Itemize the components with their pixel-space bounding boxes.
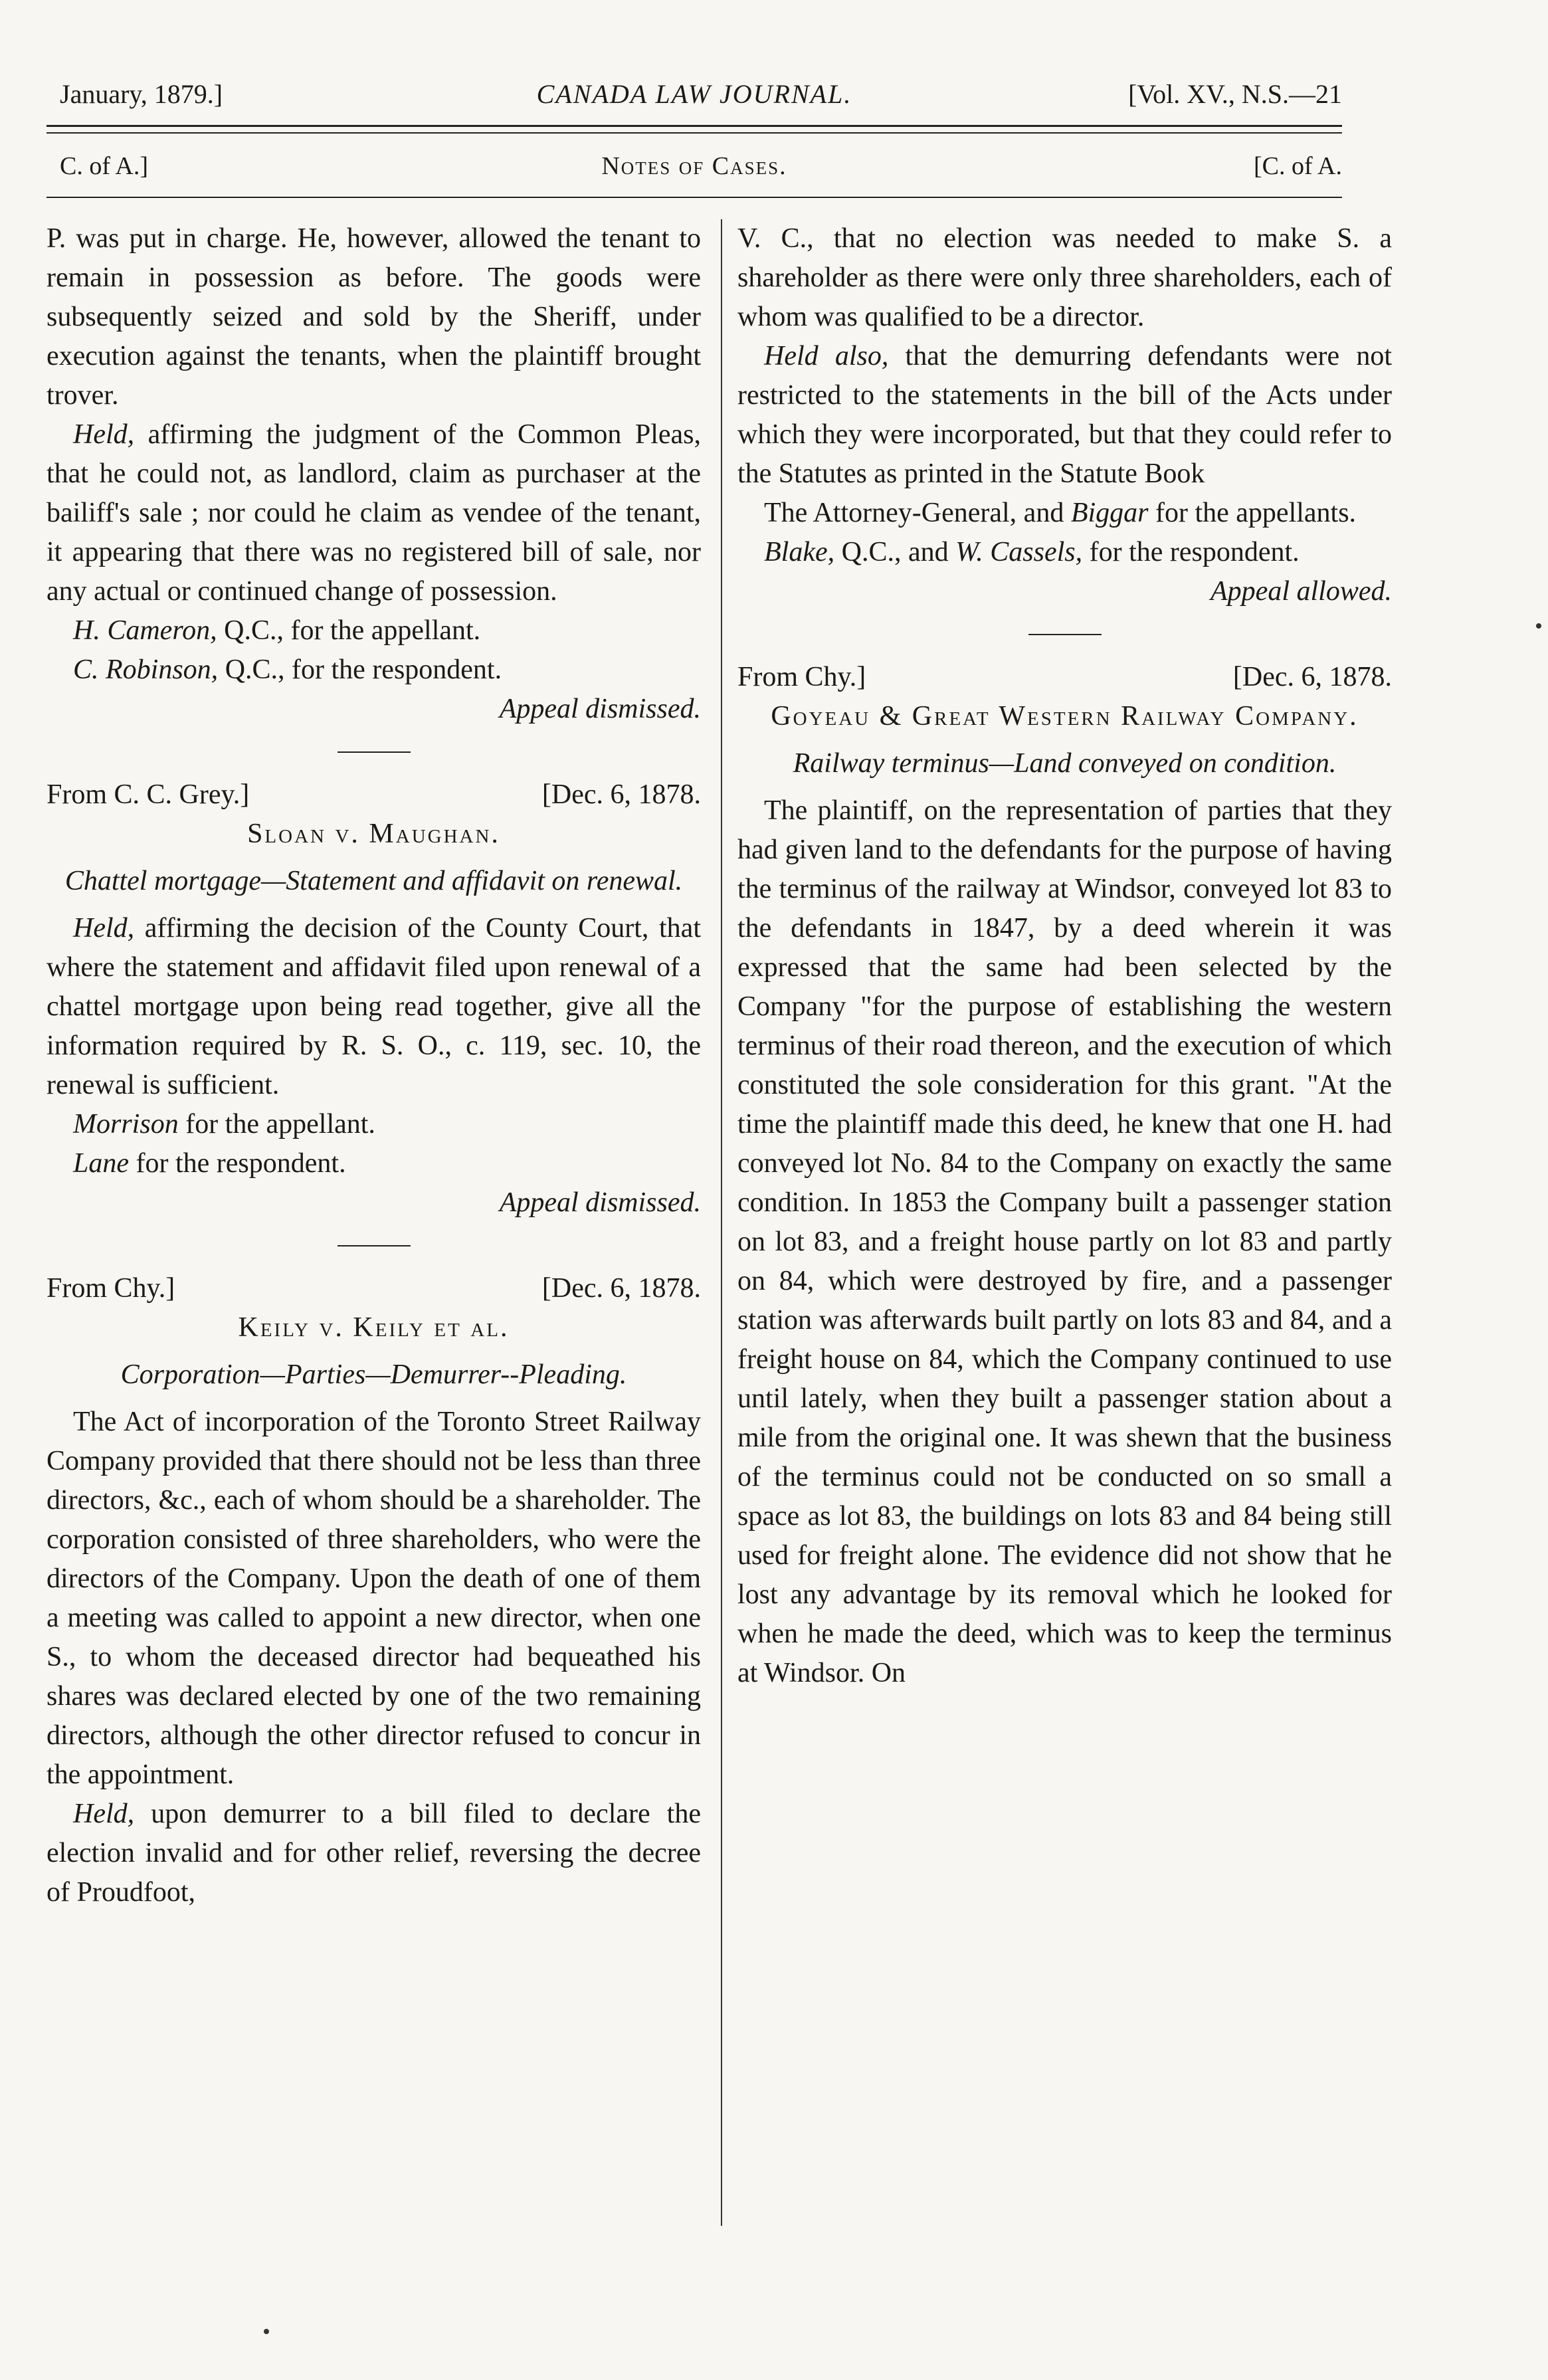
section-title: Notes of Cases. xyxy=(601,152,787,180)
header-double-rule xyxy=(47,125,1342,134)
disposition: Appeal dismissed. xyxy=(499,694,701,724)
paragraph: P. was put in charge. He, however, allowed the tenant to remain in possession as before. The goods were subsequently seized and sold by the Sheriff, under execution against the tenants, when the plaintiff brought trover. xyxy=(47,223,701,411)
paragraph: Held, affirming the judgment of the Common Pleas, that he could not, as landlord, claim as purchaser at the bailiff's sale ; nor could he claim as vendee of the tenant, it appearing that there was no registered bill of sale, nor any actual or continued change of possession. xyxy=(47,419,701,607)
court-line xyxy=(47,775,701,815)
decision-date: [Dec. 6, 1878. xyxy=(541,779,701,810)
decision-date: [Dec. 6, 1878. xyxy=(541,1273,701,1304)
right-column xyxy=(737,219,1392,1693)
case-title: Goyeau & Great Western Railway Company. xyxy=(771,701,1359,732)
counsel-line: Morrison for the appellant. xyxy=(73,1109,375,1140)
left-column xyxy=(47,219,701,1912)
case-separator xyxy=(338,1245,411,1246)
paragraph: Held, affirming the decision of the County Court, that where the statement and affidavit filed upon renewal of a chattel mortgage upon being read together, give all the information required by R. S. O., c. 119, sec. 10, the renewal is sufficient. xyxy=(47,913,701,1100)
disposition: Appeal dismissed. xyxy=(499,1187,701,1218)
court-line xyxy=(47,1269,701,1308)
paragraph: Held also, that the demurring defendants were not restricted to the statements in the bill of the Acts under which they were incorporated, but that they could refer to the Statutes as printed in the Statute Book xyxy=(737,341,1393,489)
column-divider xyxy=(721,219,722,2226)
headnote: Chattel mortgage—Statement and affidavit on renewal. xyxy=(64,866,683,896)
decision-date: [Dec. 6, 1878. xyxy=(1232,662,1392,692)
volume-page: [Vol. XV., N.S.—21 xyxy=(1128,79,1342,109)
counsel-line: C. Robinson, Q.C., for the respondent. xyxy=(73,654,502,685)
headnote: Corporation—Parties—Demurrer--Pleading. xyxy=(120,1359,627,1390)
paragraph: Held, upon demurrer to a bill filed to declare the election invalid and for other relief, reversing the decree of Proudfoot, xyxy=(47,1799,701,1908)
paragraph: The plaintiff, on the representation of parties that they had given land to the defendants for the purpose of having the terminus of the railway at Windsor, conveyed lot 83 to the defendants in 1847, by a deed wherein it was expressed that the same had been selected by the Company "for the purpose of establishing the western terminus of their road thereon, and the execution of which constituted the sole consideration for this grant. "At the time the plaintiff made this deed, he knew that one H. had conveyed lot No. 84 to the Company on exactly the same condition. In 1853 the Company built a passenger station on lot 83, and a freight house partly on lot 83 and partly on 84, which were destroyed by fire, and a passenger station was afterwards built partly on lots 83 and 84, and a freight house on 84, which the Company continued to use until lately, when they built a passenger station about a mile from the original one. It was shewn that the business of the terminus could not be conducted on so small a space as lot 83, the buildings on lots 83 and 84 being still used for freight alone. The evidence did not show that he lost any advantage by its removal which he looked for when he made the deed, which was to keep the terminus at Windsor. On xyxy=(737,795,1392,1688)
court-from: From Chy.] xyxy=(47,1273,175,1304)
counsel-line: Blake, Q.C., and W. Cassels, for the respondent. xyxy=(764,537,1300,567)
speck-mark xyxy=(264,2329,269,2334)
counsel-line: The Attorney-General, and Biggar for the appellants. xyxy=(764,498,1357,528)
court-right: [C. of A. xyxy=(1254,152,1342,180)
counsel-line: H. Cameron, Q.C., for the appellant. xyxy=(73,615,481,646)
court-left: C. of A.] xyxy=(60,152,148,180)
header-rule xyxy=(47,197,1342,198)
paragraph: The Act of incorporation of the Toronto Street Railway Company provided that there should not be less than three directors, &c., each of whom should be a shareholder. The corporation consisted of three shareholders, who were the directors of the Company. Upon the death of one of them a meeting was called to appoint a new director, when one S., to whom the deceased director had bequeathed his shares was declared elected by one of the two remaining directors, although the other director refused to concur in the appointment. xyxy=(47,1407,701,1790)
court-from: From Chy.] xyxy=(737,662,866,692)
running-head xyxy=(47,78,1342,118)
journal-title: CANADA LAW JOURNAL. xyxy=(536,79,852,109)
disposition: Appeal allowed. xyxy=(1210,576,1392,607)
section-head xyxy=(47,151,1342,189)
issue-date: January, 1879.] xyxy=(60,79,223,109)
speck-mark xyxy=(1536,623,1541,629)
case-separator xyxy=(338,751,411,753)
paragraph: V. C., that no election was needed to make S. a shareholder as there were only three shareholders, each of whom was qualified to be a director. xyxy=(737,223,1392,332)
case-title: Sloan v. Maughan. xyxy=(247,819,500,849)
court-from: From C. C. Grey.] xyxy=(47,779,250,810)
headnote: Railway terminus—Land conveyed on condition. xyxy=(793,748,1337,779)
case-title: Keily v. Keily et al. xyxy=(238,1312,510,1343)
case-separator xyxy=(1028,634,1102,635)
court-line xyxy=(737,658,1392,697)
counsel-line: Lane for the respondent. xyxy=(73,1148,346,1179)
